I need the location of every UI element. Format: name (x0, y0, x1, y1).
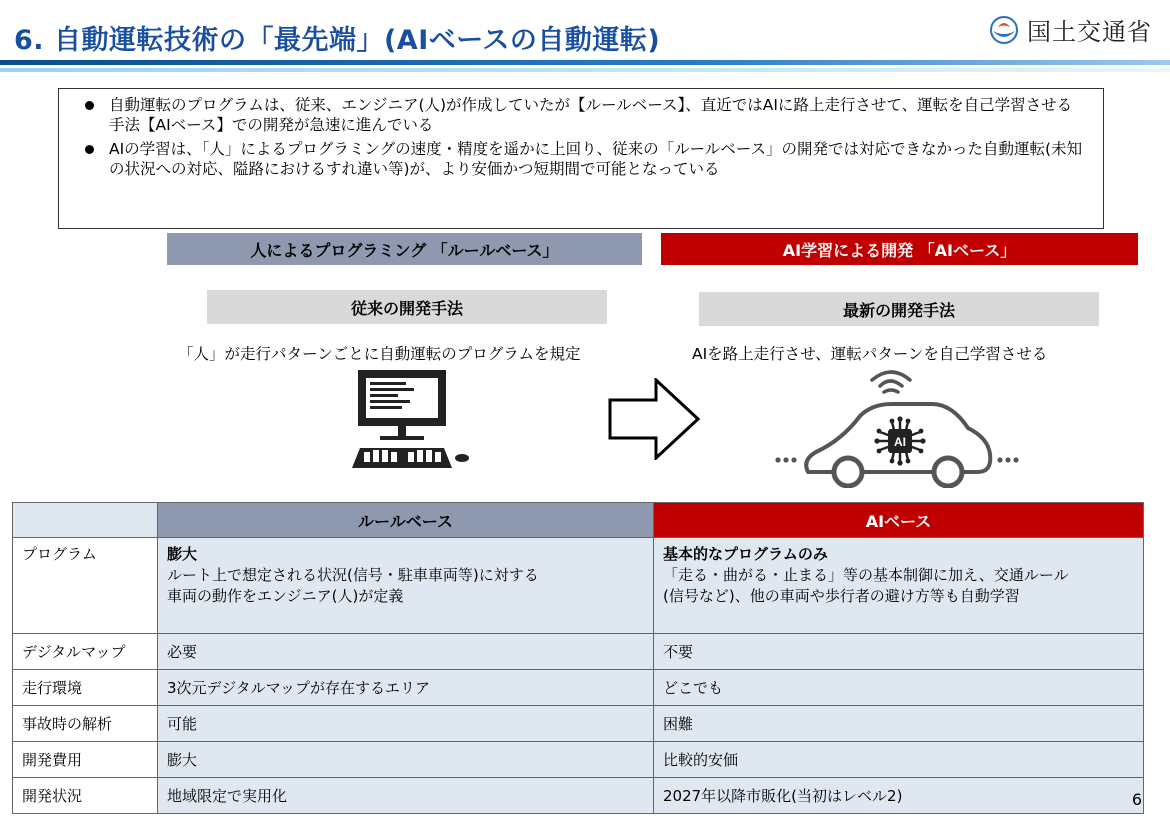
row-label: デジタルマップ (13, 634, 158, 670)
header-rule-dark (0, 60, 1170, 65)
summary-bullet: 自動運転のプログラムは、従来、エンジニア(人)が作成していたが【ルールベース】、直近ではAIに路上走行させて、運転を自己学習させる手法【AIベース】での開発が急速に進んでいる (73, 95, 1087, 135)
header-rule-light (0, 68, 1170, 72)
summary-list (73, 95, 1087, 179)
mlit-logo-icon (989, 15, 1019, 45)
cell-ai: 比較的安価 (654, 742, 1144, 778)
header-rule-based: ルールベース (158, 503, 654, 538)
rule-based-description: 「人」が走行パターンごとに自動運転のプログラムを規定 (178, 345, 581, 363)
row-label: 開発費用 (13, 742, 158, 778)
table-row (13, 706, 1144, 742)
cell-rule: 膨大 (158, 742, 654, 778)
cell-ai: 不要 (654, 634, 1144, 670)
cell-ai: 困難 (654, 706, 1144, 742)
computer-typing-icon (348, 368, 472, 472)
right-arrow-icon (608, 378, 700, 460)
title-text: 自動運転技術の「最先端」(AIベースの自動運転) (53, 25, 661, 56)
rule-program-line: ルート上で想定される状況(信号・駐車車両等)に対する (167, 566, 539, 584)
header-blank-cell (13, 503, 158, 538)
cell-ai: 2027年以降市販化(当初はレベル2) (654, 778, 1144, 814)
cell-rule: 可能 (158, 706, 654, 742)
table-row (13, 742, 1144, 778)
table-row (13, 538, 1144, 634)
cell-ai: どこでも (654, 670, 1144, 706)
row-label: 走行環境 (13, 670, 158, 706)
mlit-logo (989, 12, 1152, 47)
rule-based-band: 人によるプログラミング 「ルールベース」 (167, 233, 642, 265)
cell-rule: 必要 (158, 634, 654, 670)
page-title (14, 18, 660, 57)
summary-bullet: AIの学習は、「人」によるプログラミングの速度・精度を遥かに上回り、従来の「ルールベース」の開発では対応できなかった自動運転(未知の状況への対応、隘路におけるすれ違い等)が、より安価かつ短期間で可能となっている (73, 139, 1087, 179)
cell-rule: 3次元デジタルマップが存在するエリア (158, 670, 654, 706)
table-row (13, 670, 1144, 706)
ai-program-line: 「走る・曲がる・止まる」等の基本制御に加え、交通ルール (663, 566, 1069, 584)
comparison-table (12, 502, 1144, 814)
cell-ai-program (654, 538, 1144, 634)
cell-rule: 地域限定で実用化 (158, 778, 654, 814)
cell-rule-program (158, 538, 654, 634)
ai-program-line: (信号など)、他の車両や歩行者の避け方等も自動学習 (663, 587, 1020, 605)
table-row (13, 778, 1144, 814)
header-ai-based: AIベース (654, 503, 1144, 538)
ai-based-description: AIを路上走行させ、運転パターンを自己学習させる (692, 345, 1048, 363)
row-label: プログラム (13, 538, 158, 634)
logo-text: 国土交通省 (1027, 18, 1152, 46)
row-label: 事故時の解析 (13, 706, 158, 742)
ai-program-title: 基本的なプログラムのみ (663, 545, 828, 563)
table-row (13, 634, 1144, 670)
ai-based-band: AI学習による開発 「AIベース」 (661, 233, 1138, 265)
summary-box (58, 88, 1104, 229)
row-label: 開発状況 (13, 778, 158, 814)
ai-chip-label: AI (894, 435, 906, 449)
latest-method-heading: 最新の開発手法 (699, 292, 1099, 326)
title-number: 6. (14, 25, 45, 56)
rule-program-title: 膨大 (167, 545, 198, 563)
page-number: 6 (1131, 790, 1142, 809)
table-header-row (13, 503, 1144, 538)
conventional-method-heading: 従来の開発手法 (207, 290, 607, 324)
ai-car-icon (772, 368, 1022, 488)
rule-program-line: 車両の動作をエンジニア(人)が定義 (167, 587, 404, 605)
